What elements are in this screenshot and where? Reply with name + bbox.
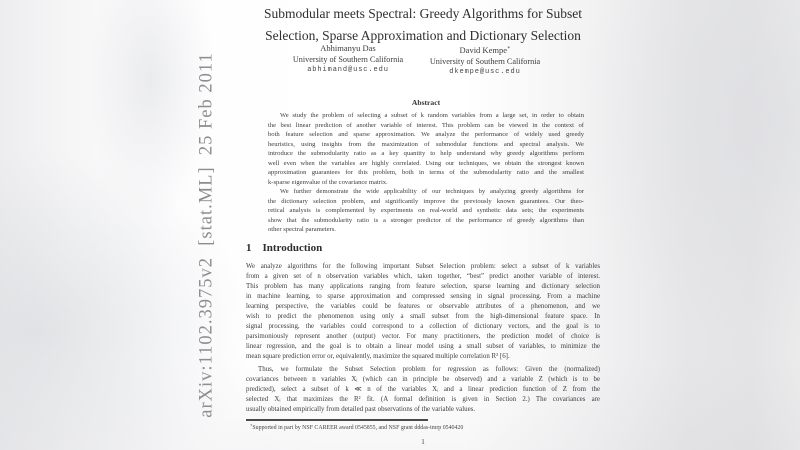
- author-name-text: Abhimanyu Das: [320, 43, 376, 53]
- author-block: [246, 43, 600, 81]
- abstract-heading: Abstract: [411, 98, 441, 107]
- footnote-rule: [246, 419, 428, 421]
- text-line: the dictionary selection problem, and significantly improve the previously known guarantees. Our theo-: [268, 197, 584, 205]
- author-email: dkempe@usc.edu: [449, 67, 521, 76]
- abstract-paragraph-2: [268, 187, 584, 235]
- text-line: heuristics, using insights from the maximization of submodular functions and spectral analysis. We: [268, 140, 584, 148]
- text-line: mean square prediction error or, equivalently, maximize the squared multiple correlation R² [6].: [246, 353, 510, 360]
- intro-paragraph-2: [246, 365, 600, 415]
- paper-title: [246, 3, 600, 47]
- author-footnote-marker: ∗: [506, 45, 511, 51]
- author-name: [400, 43, 570, 56]
- author-email: abhimand@usc.edu: [307, 66, 389, 74]
- footnote-marker: ∗: [250, 423, 253, 427]
- paper-page: [246, 0, 600, 450]
- text-line: We analyze algorithms for the following important Subset Selection problem: select a subset of k variables: [246, 263, 600, 270]
- text-line: approximation guarantees for this problem, both in terms of the submodularity ratio and the smallest: [268, 169, 584, 176]
- section-number: 1: [246, 242, 252, 254]
- footnote-text: Supported in part by NSF CAREER award 0545855, and NSF grant dddas-tmrp 0540420: [252, 424, 464, 431]
- text-line: parsimoniously represent another (output) vector. For many practitioners, the prediction model of choice is: [246, 333, 600, 340]
- text-line: We study the problem of selecting a subset of k random variables from a large set, in order to obtain: [280, 112, 584, 119]
- page-number: 1: [421, 438, 425, 446]
- text-line: signal processing, the variables could correspond to a collection of dictionary vectors, and the goal is to: [246, 323, 600, 330]
- author-2: [400, 43, 570, 78]
- text-line: usually obtained empirically from detailed past observations of the variable values.: [246, 406, 476, 413]
- text-line: the best linear prediction of another variable of interest. This problem can be viewed in the context of: [268, 121, 584, 129]
- author-affiliation: University of Southern California: [429, 56, 541, 66]
- text-line: from a given set of n observation variables which, taken together, “best” predict another variable of interest.: [246, 273, 600, 280]
- author-name-text: David Kempe: [459, 44, 507, 55]
- text-line: retical analysis is complemented by experiments on real-world and synthetic data sets; the experiments: [268, 207, 584, 214]
- text-line: both feature selection and sparse approximation. We analyze the performance of widely used greedy: [268, 131, 584, 138]
- text-line: learning perspective, the variables could be features or observable attributes of a phenomenon, and we: [246, 303, 600, 310]
- text-line: This problem has many applications ranging from feature selection, sparse learning and dictionary selection: [246, 283, 600, 290]
- abstract-paragraph-1: [268, 111, 584, 187]
- text-line: Thus, we formulate the Subset Selection problem for regression as follows: Given the (normalized): [258, 366, 600, 373]
- text-line: selected Xᵢ that maximizes the R² fit. (A formal definition is given in Section 2.) The covariances are: [246, 396, 600, 403]
- text-line: other spectral parameters.: [268, 226, 336, 233]
- text-line: show that the submodularity ratio is a stronger predictor of the performance of greedy algorithms than: [268, 216, 584, 224]
- author-affiliation: University of Southern California: [292, 55, 404, 64]
- arxiv-watermark: arXiv:1102.3975v2 [stat.ML] 25 Feb 2011: [196, 52, 217, 418]
- paper-title-line-2: Selection, Sparse Approximation and Dictionary Selection: [265, 28, 581, 43]
- section-heading: [246, 242, 322, 254]
- text-line: introduce the submodularity ratio as a key quantity to help understand why greedy algorithms perform: [268, 150, 584, 157]
- intro-paragraph-1: [246, 262, 600, 362]
- text-line: wish to predict the phenomenon using only a small subset from the high-dimensional feature space. In: [246, 313, 600, 320]
- text-line: predicted), select a subset of k ≪ n of the variables Xᵢ and a linear prediction function of Z from the: [246, 386, 600, 393]
- section-title: Introduction: [262, 242, 323, 254]
- text-line: k-sparse eigenvalue of the covariance matrix.: [268, 178, 388, 186]
- text-line: covariances between n variables Xᵢ (which can in principle be observed) and a variable Z (which is to be: [246, 376, 600, 383]
- footnote: [250, 423, 600, 431]
- text-line: We further demonstrate the wide applicability of our techniques by analyzing greedy algorithms for: [280, 188, 584, 195]
- text-line: in machine learning, to sparse approximation and compressed sensing in signal processing. From a machine: [246, 293, 600, 300]
- text-line: linear regression, and the goal is to obtain a linear model using a small subset of variables, to minimize the: [246, 343, 600, 350]
- paper-title-line-1: Submodular meets Spectral: Greedy Algorithms for Subset: [264, 6, 582, 21]
- text-line: well even when the variables are highly correlated. Using our techniques, we obtain the strongest known: [268, 159, 584, 167]
